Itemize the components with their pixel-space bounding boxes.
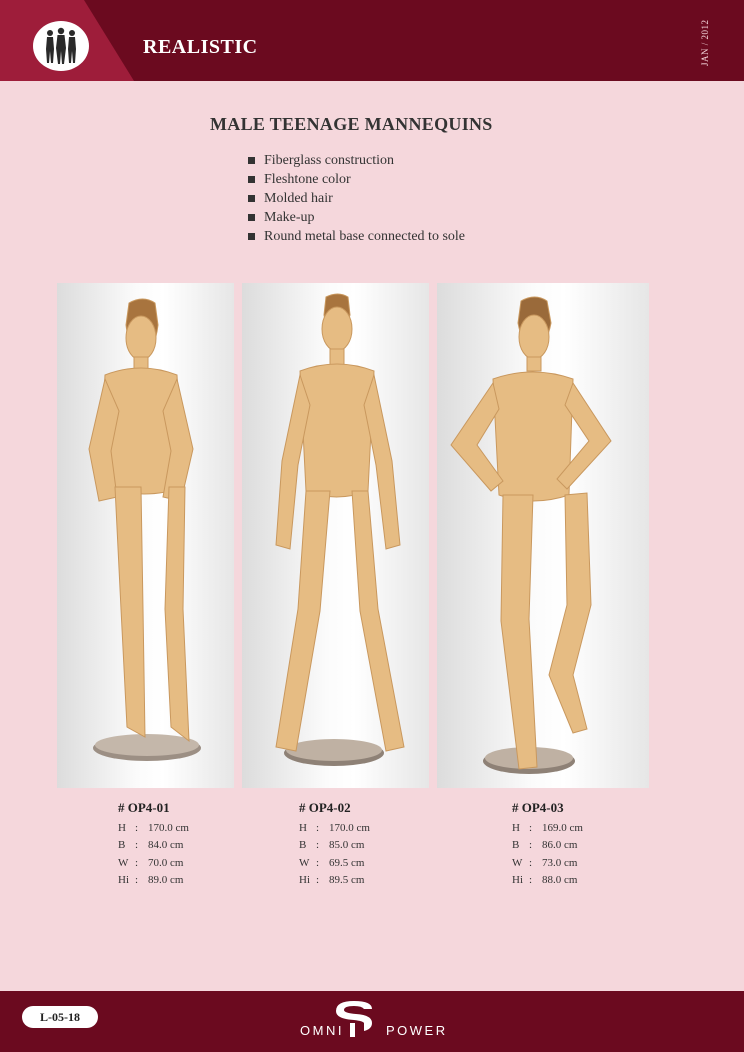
date-label: JAN / 2012: [700, 19, 710, 66]
spec-block-op4-03: [512, 800, 632, 891]
product-code: # OP4-03: [512, 800, 564, 815]
feature-item: Make-up: [248, 208, 465, 227]
spec-block-op4-01: [118, 800, 238, 891]
feature-item: Round metal base connected to sole: [248, 227, 465, 246]
page-code-badge: L-05-18: [22, 1006, 98, 1028]
bullet-icon: [248, 157, 255, 164]
bullet-icon: [248, 195, 255, 202]
product-photo-op4-03: [437, 283, 649, 788]
spec-row-waist: W : 70.0 cm: [118, 856, 184, 869]
spec-row-height: H : 170.0 cm: [118, 822, 189, 834]
spec-row-waist: W : 69.5 cm: [299, 856, 365, 869]
spec-row-bust: B : 85.0 cm: [299, 839, 365, 852]
spec-block-op4-02: [299, 800, 419, 891]
bullet-icon: [248, 233, 255, 240]
feature-item: Fleshtone color: [248, 170, 465, 189]
bullet-icon: [248, 176, 255, 183]
spec-row-bust: B : 84.0 cm: [118, 839, 184, 852]
section-heading: MALE TEENAGE MANNEQUINS: [210, 114, 493, 134]
brand-name-right: POWER: [386, 1023, 448, 1038]
page-title: REALISTIC: [143, 36, 258, 58]
mannequin-group-icon: [33, 21, 89, 71]
product-photo-op4-01: [57, 283, 234, 788]
spec-row-height: H : 169.0 cm: [512, 822, 583, 834]
feature-list: [248, 151, 465, 246]
feature-item: Fiberglass construction: [248, 151, 465, 170]
spec-row-bust: B : 86.0 cm: [512, 839, 578, 852]
product-code: # OP4-01: [118, 800, 170, 815]
spec-row-hip: Hi : 89.0 cm: [118, 873, 184, 886]
feature-item: Molded hair: [248, 189, 465, 208]
bullet-icon: [248, 214, 255, 221]
spec-row-waist: W : 73.0 cm: [512, 856, 578, 869]
spec-row-hip: Hi : 89.5 cm: [299, 873, 365, 886]
spec-row-hip: Hi : 88.0 cm: [512, 873, 578, 886]
spec-row-height: H : 170.0 cm: [299, 822, 370, 834]
product-photo-op4-02: [242, 283, 429, 788]
product-code: # OP4-02: [299, 800, 351, 815]
brand-name-left: OMNI: [300, 1023, 344, 1038]
